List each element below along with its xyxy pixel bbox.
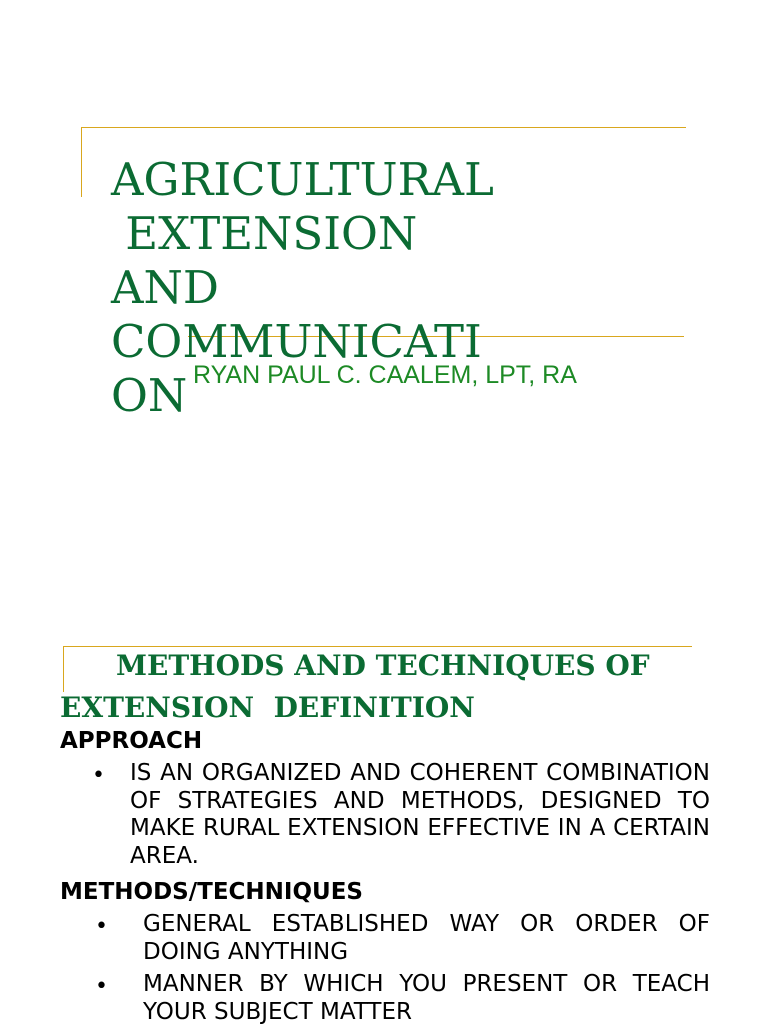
approach-heading: APPROACH [60, 728, 203, 754]
methods-heading: METHODS/TECHNIQUES [60, 879, 363, 905]
methods-bullet-text: MANNER BY WHICH YOU PRESENT OR TEACH YOUR SUBJECT MATTER [143, 971, 710, 1025]
slide1-title-line: COMMUNICATI [111, 315, 482, 368]
slide1-title-line: EXTENSION [111, 207, 418, 260]
bullet-icon: • [95, 914, 108, 939]
slide1-left-accent-line [81, 127, 82, 197]
slide1-title-line: AGRICULTURAL [111, 153, 494, 206]
slide1-title-line: ON [111, 369, 188, 422]
approach-bullet-text: IS AN ORGANIZED AND COHERENT COMBINATION OF STRATEGIES AND METHODS, DESIGNED TO MAKE RURAL EXTENSION EFFECTIVE IN A CERTAIN AREA. [130, 760, 710, 869]
bullet-icon: • [92, 763, 105, 788]
slide1-author: RYAN PAUL C. CAALEM, LPT, RA [193, 361, 577, 389]
slide1-title-line: AND [111, 261, 219, 314]
approach-bullet-item [60, 760, 710, 872]
slide2-title [60, 645, 700, 729]
methods-bullet-item [60, 971, 710, 1024]
bullet-icon: • [95, 974, 108, 999]
methods-bullet-text: GENERAL ESTABLISHED WAY OR ORDER OF DOING ANYTHING [143, 911, 710, 965]
methods-bullet-item [60, 911, 710, 969]
slide2-title-line: EXTENSION DEFINITION [60, 691, 475, 724]
slide1-top-accent-line [81, 127, 686, 128]
slide2-title-line: METHODS AND TECHNIQUES OF [116, 649, 650, 682]
